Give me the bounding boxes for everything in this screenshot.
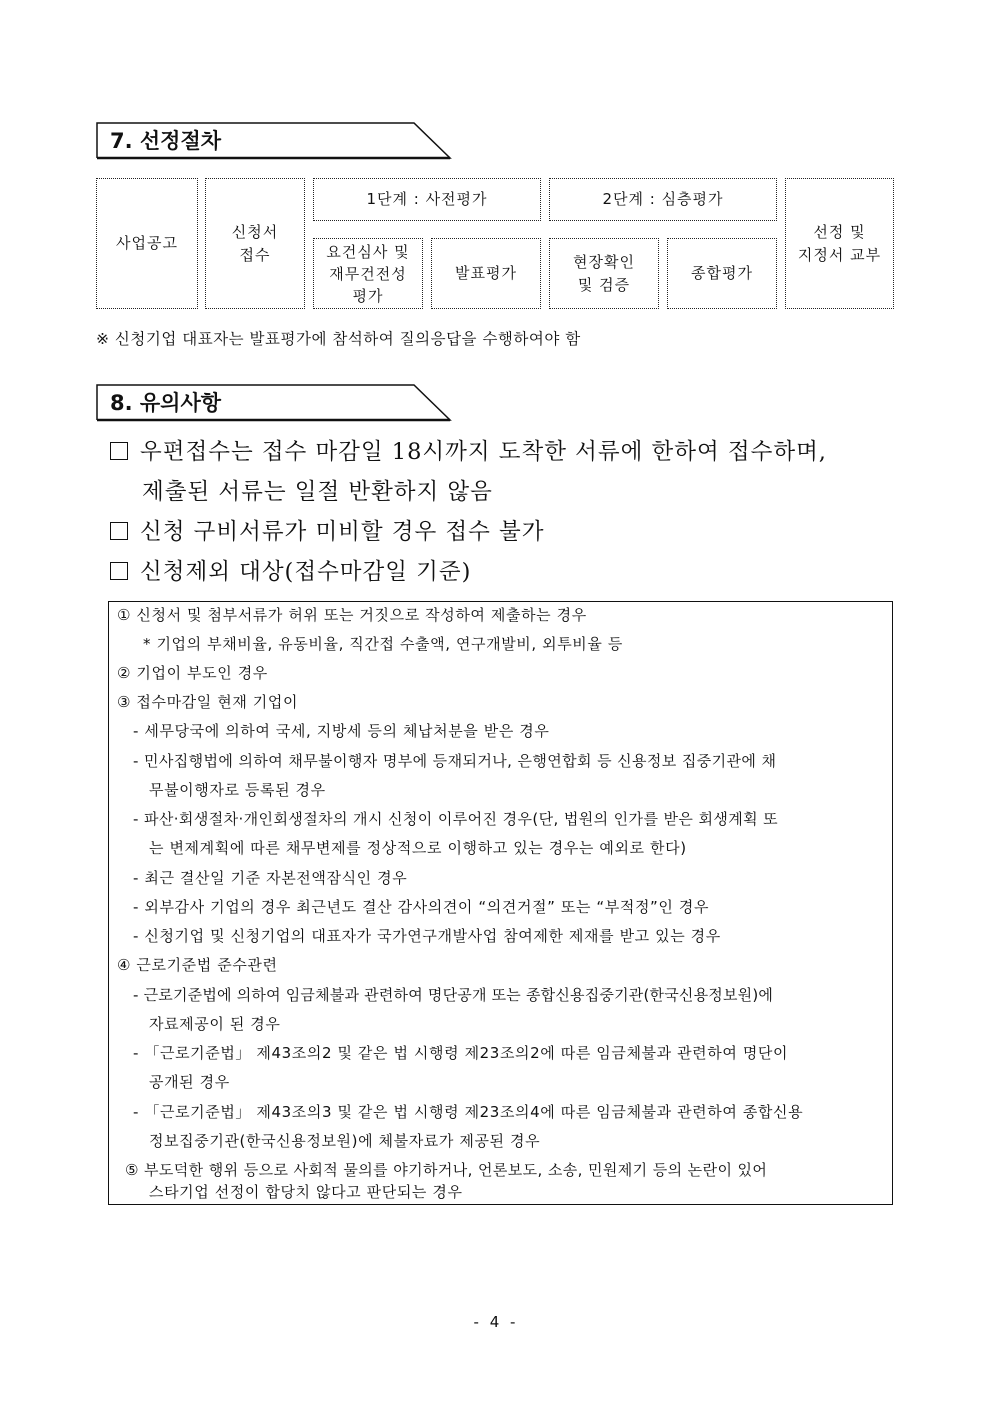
notice-item-continued [110, 474, 493, 506]
section-7-title: 7. 선정절차 [110, 129, 222, 153]
exclusion-line: - 민사집행법에 의하여 채무불이행자 명부에 등재되거나, 은행연합회 등 신용정보 집중기관에 채 [133, 752, 777, 770]
exclusion-line: 는 변제계획에 따른 채무변제를 정상적으로 이행하고 있는 경우는 예외로 한다) [149, 839, 687, 857]
section-7-header [96, 122, 452, 158]
notice-text: 제출된 서류는 일절 반환하지 않음 [142, 479, 493, 505]
exclusion-line: - 외부감사 기업의 경우 최근년도 결산 감사의견이 “의견거절” 또는 “부적정”인 경우 [133, 898, 710, 916]
checkbox-icon [110, 562, 128, 580]
exclusion-line: - 「근로기준법」 제43조의2 및 같은 법 시행령 제23조의2에 따른 임금체불과 관련하여 명단이 [133, 1044, 789, 1062]
exclusion-line: 정보집중기관(한국신용정보원)에 체불자료가 제공된 경우 [149, 1132, 541, 1150]
section-8-header [96, 384, 452, 420]
notice-text: 신청제외 대상(접수마감일 기준) [140, 559, 472, 585]
exclusion-line: 공개된 경우 [149, 1073, 230, 1091]
flow-review: 요건심사 및 재무건전성 평가 [313, 238, 423, 309]
flow-presentation: 발표평가 [431, 238, 541, 309]
page-number: - 4 - [473, 1313, 519, 1331]
exclusion-line: ⑤ 부도덕한 행위 등으로 사회적 물의를 야기하거나, 언론보도, 소송, 민원제기 등의 논란이 있어 [125, 1161, 768, 1179]
exclusion-line: - 근로기준법에 의하여 임금체불과 관련하여 명단공개 또는 종합신용집중기관(한국신용정보원)에 [133, 986, 774, 1004]
exclusion-line: - 파산·회생절차·개인회생절차의 개시 신청이 이루어진 경우(단, 법원의 인가를 받은 회생계획 또 [133, 810, 779, 828]
exclusion-line: 자료제공이 된 경우 [149, 1015, 281, 1033]
exclusion-line: ③ 접수마감일 현재 기업이 [117, 693, 299, 711]
exclusion-line: ① 신청서 및 첨부서류가 허위 또는 거짓으로 작성하여 제출하는 경우 [117, 606, 587, 624]
flow-apply: 신청서 접수 [205, 178, 305, 309]
section-7-note: ※ 신청기업 대표자는 발표평가에 참석하여 질의응답을 수행하여야 함 [96, 330, 581, 348]
flow-stage1: 1단계 : 사전평가 [313, 178, 541, 221]
exclusion-line: ② 기업이 부도인 경우 [117, 664, 268, 682]
flow-designate: 선정 및 지정서 교부 [785, 178, 894, 309]
exclusion-line: - 세무당국에 의하여 국세, 지방세 등의 체납처분을 받은 경우 [133, 722, 550, 740]
section-8-title: 8. 유의사항 [110, 391, 222, 415]
notice-item [110, 514, 545, 546]
flow-overall: 종합평가 [667, 238, 777, 309]
flow-announce: 사업공고 [96, 178, 198, 309]
exclusion-box [108, 601, 893, 1205]
notice-item [110, 434, 827, 466]
exclusion-line: - 「근로기준법」 제43조의3 및 같은 법 시행령 제23조의4에 따른 임금체불과 관련하여 종합신용 [133, 1103, 804, 1121]
checkbox-icon [110, 442, 128, 460]
notice-text: 우편접수는 접수 마감일 18시까지 도착한 서류에 한하여 접수하며, [140, 439, 827, 465]
exclusion-line: ④ 근로기준법 준수관련 [117, 956, 278, 974]
notice-item [110, 554, 471, 586]
exclusion-line: - 신청기업 및 신청기업의 대표자가 국가연구개발사업 참여제한 제재를 받고 있는 경우 [133, 927, 721, 945]
flow-site-check: 현장확인 및 검증 [549, 238, 659, 309]
flow-stage2: 2단계 : 심층평가 [549, 178, 777, 221]
exclusion-line: - 최근 결산일 기준 자본전액잠식인 경우 [133, 869, 408, 887]
checkbox-icon [110, 522, 128, 540]
exclusion-line: * 기업의 부채비율, 유동비율, 직간접 수출액, 연구개발비, 외투비율 등 [143, 635, 623, 653]
exclusion-line: 스타기업 선정이 합당치 않다고 판단되는 경우 [149, 1183, 463, 1201]
notice-text: 신청 구비서류가 미비할 경우 접수 불가 [140, 519, 545, 545]
exclusion-line: 무불이행자로 등록된 경우 [149, 781, 326, 799]
